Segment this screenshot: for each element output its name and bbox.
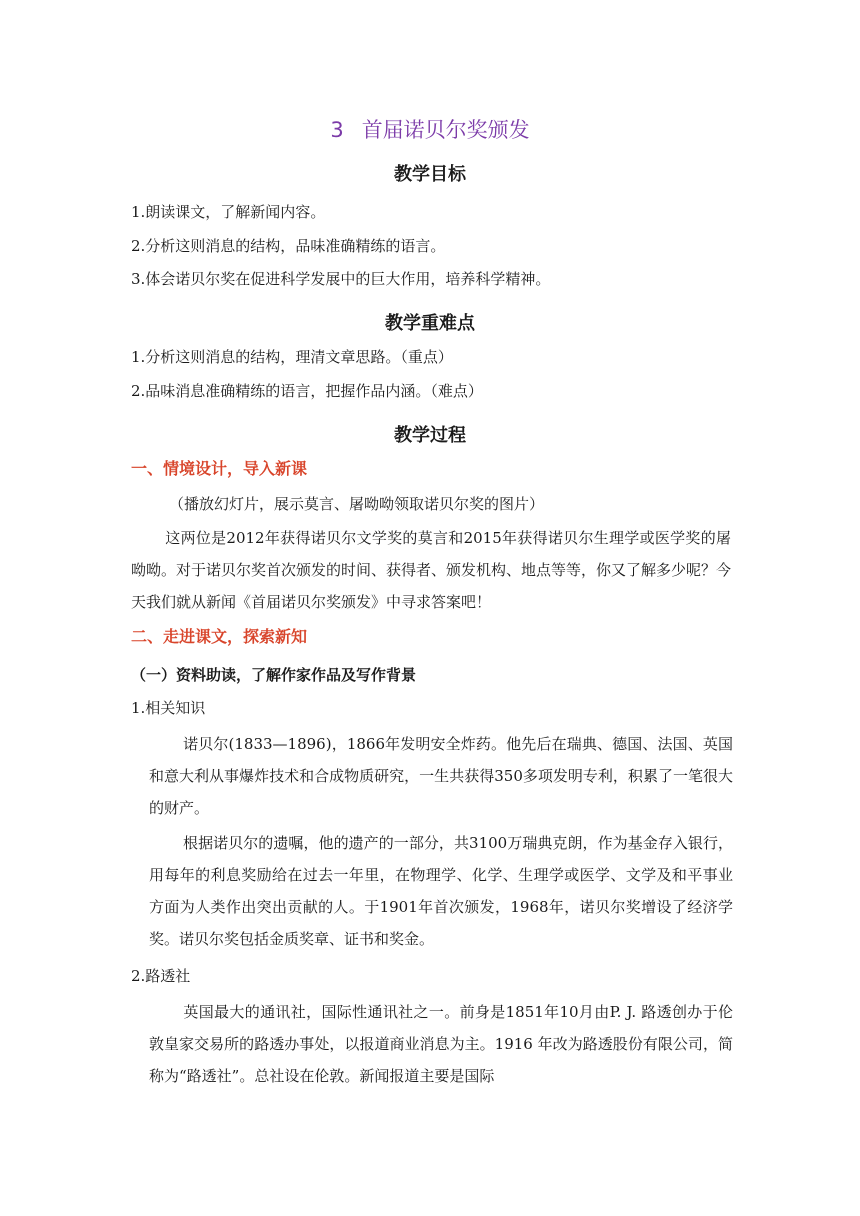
item-1-label: 1.相关知识 — [131, 699, 206, 717]
section-2-title: 二、走进课文，探索新知 — [131, 627, 308, 646]
section-1-note: （播放幻灯片，展示莫言、屠呦呦领取诺贝尔奖的图片） — [169, 495, 545, 513]
item-2-paragraph: 英国最大的通讯社，国际性通讯社之一。前身是1851年10月由P. J. 路透创办于伦敦皇家交易所的路透办事处，以报道商业消息为主。1916 年改为路透股份有限公司，简称为“路透社”。总社设在伦敦。新闻报道主要是国际 — [149, 1003, 733, 1085]
lesson-title-text: 首届诺贝尔奖颁发 — [361, 118, 530, 142]
key-point-item-1: 1.分析这则消息的结构，理清文章思路。（重点） — [131, 348, 453, 366]
goal-item-3: 3.体会诺贝尔奖在促进科学发展中的巨大作用，培养科学精神。 — [131, 270, 551, 288]
lesson-title — [0, 114, 860, 144]
goals-heading: 教学目标 — [394, 164, 466, 185]
item-2-label: 2.路透社 — [131, 967, 191, 985]
lesson-number: 3 — [330, 118, 344, 142]
section-1-paragraph: 这两位是2012年获得诺贝尔文学奖的莫言和2015年获得诺贝尔生理学或医学奖的屠呦呦。对于诺贝尔奖首次颁发的时间、获得者、颁发机构、地点等等，你又了解多少呢？今天我们就从新闻《首届诺贝尔奖颁发》中寻求答案吧！ — [131, 529, 732, 611]
goal-item-1: 1.朗读课文，了解新闻内容。 — [131, 203, 326, 221]
goal-item-2: 2.分析这则消息的结构，品味准确精练的语言。 — [131, 237, 446, 255]
key-point-item-2: 2.品味消息准确精练的语言，把握作品内涵。（难点） — [131, 382, 483, 400]
section-1-title: 一、情境设计，导入新课 — [131, 459, 308, 478]
item-1-paragraph-1: 诺贝尔(1833—1896)，1866年发明安全炸药。他先后在瑞典、德国、法国、英国和意大利从事爆炸技术和合成物质研究，一生共获得350多项发明专利，积累了一笔很大的财产。 — [149, 735, 733, 817]
key-points-heading: 教学重难点 — [385, 313, 475, 334]
process-heading: 教学过程 — [394, 425, 466, 446]
section-2-subtitle: （一）资料助读，了解作家作品及写作背景 — [131, 666, 417, 684]
item-1-paragraph-2: 根据诺贝尔的遗嘱，他的遗产的一部分，共3100万瑞典克朗，作为基金存入银行，用每年的利息奖励给在过去一年里，在物理学、化学、生理学或医学、文学及和平事业方面为人类作出突出贡献的人。于1901年首次颁发，1968年，诺贝尔奖增设了经济学奖。诺贝尔奖包括金质奖章、证书和奖金。 — [149, 834, 733, 948]
